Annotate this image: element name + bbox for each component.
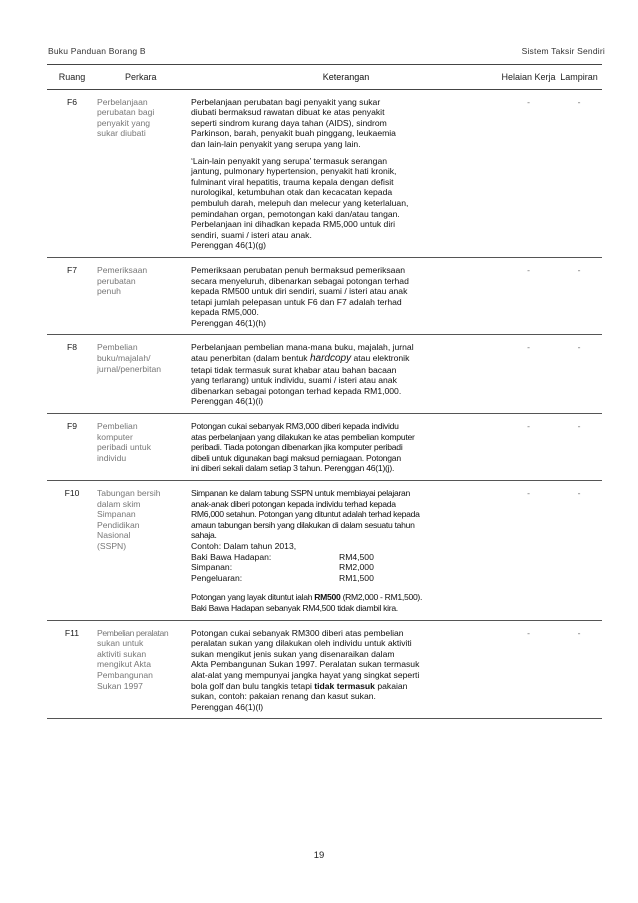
text-line: Baki Bawa Hadapan sebanyak RM4,500 tidak diambil kira. <box>191 602 398 613</box>
text-line: sahaja. <box>191 530 217 541</box>
perkara-text <box>97 258 191 335</box>
example-label: Baki Bawa Hadapan: <box>191 551 272 562</box>
helaian-kerja-value: - <box>527 627 530 638</box>
keterangan-text <box>191 335 501 413</box>
example-heading: Contoh: Dalam tahun 2013, <box>191 540 297 551</box>
perkara-line: (SSPN) <box>97 540 127 551</box>
text-fragment: bola golf dan bulu tangkis tetapi <box>191 680 315 691</box>
ruang-code: F9 <box>66 421 78 432</box>
perkara-line: mengikut Akta <box>97 659 151 670</box>
col-header-perkara: Perkara <box>125 72 157 82</box>
perkara-line: Pendidikan <box>97 519 140 530</box>
text-line: secara menyeluruh, dibenarkan sebagai potongan terhad <box>191 275 409 286</box>
text-line: Perenggan 46(1)(l) <box>191 701 264 712</box>
perkara-line: Pembelian <box>97 421 138 432</box>
text-line: Perbelanjaan pembelian mana-mana buku, majalah, jurnal <box>191 342 414 353</box>
text-line: Perenggan 46(1)(h) <box>191 317 267 328</box>
result-line <box>191 592 501 603</box>
perkara-line: Sukan 1997 <box>97 680 143 691</box>
text-line: nurologikal, ketumbuhan otak dan kecacatan kepada <box>191 187 393 198</box>
text-line: Perbelanjaan ini dihadkan kepada RM5,000 untuk diri <box>191 219 396 230</box>
text-line: Simpanan ke dalam tabung SSPN untuk membiayai pelajaran <box>191 488 411 498</box>
lampiran-value: - <box>577 421 581 432</box>
text-line: Perbelanjaan perubatan bagi penyakit yang sukar <box>191 96 381 107</box>
perkara-line: perubatan bagi <box>97 107 155 118</box>
perkara-text <box>97 90 191 257</box>
text-line: ‘Lain-lain penyakit yang serupa’ termasuk serangan <box>191 155 388 166</box>
deduction-table <box>47 64 602 719</box>
table-row-f9 <box>47 414 602 481</box>
text-line: peralatan sukan yang dilakukan oleh individu untuk aktiviti <box>191 638 412 649</box>
text-line: tetapi tidak termasuk surat khabar atau bahan bacaan <box>191 364 397 375</box>
text-line: pemindahan organ, pemotongan kaki dan/atau tangan. <box>191 208 400 219</box>
example-value: RM1,500 <box>339 572 374 583</box>
perkara-line: Pembangunan <box>97 669 153 680</box>
text-line: Perenggan 46(1)(g) <box>191 240 267 251</box>
perkara-line: penyakit yang <box>97 117 151 128</box>
text-line: Akta Pembangunan Sukan 1997. Peralatan sukan termasuk <box>191 659 420 670</box>
perkara-line: buku/majalah/ <box>97 353 151 364</box>
lampiran-value: - <box>577 342 581 353</box>
text-line: alat-alat yang mempunyai jangka hayat yang singkat seperti <box>191 669 420 680</box>
text-line: amaun tabungan bersih yang dilakukan di dalam sesuatu tahun <box>191 519 415 530</box>
helaian-kerja-value: - <box>527 342 530 353</box>
perkara-line: Tabungan bersih <box>97 488 161 498</box>
perkara-line: komputer <box>97 431 133 442</box>
col-header-keterangan: Keterangan <box>322 72 370 82</box>
text-line: RM6,000 setahun. Potongan yang dituntut adalah terhad kepada <box>191 509 420 520</box>
text-line: sendiri, suami / isteri atau anak. <box>191 229 312 240</box>
example-value: RM2,000 <box>339 562 374 573</box>
text-line: Potongan cukai sebanyak RM3,000 diberi kepada individu <box>191 421 399 432</box>
text-line <box>191 353 501 365</box>
keterangan-text <box>191 258 501 335</box>
perkara-line: peribadi untuk <box>97 442 151 453</box>
text-line: peribadi. Tiada potongan dibenarkan jika komputer peribadi <box>191 442 403 453</box>
example-label: Pengeluaran: <box>191 572 243 583</box>
perkara-line: Pembelian <box>97 342 138 353</box>
text-line: Pemeriksaan perubatan penuh bermaksud pemeriksaan <box>191 264 406 275</box>
page-number: 19 <box>313 850 325 861</box>
hardcopy-italic-term: hardcopy <box>309 353 352 365</box>
text-line: dibeli untuk digunakan bagi maksud perniagaan. Potongan <box>191 452 401 463</box>
col-header-lampiran: Lampiran <box>560 72 598 82</box>
example-row <box>191 552 501 563</box>
lampiran-value: - <box>577 96 581 107</box>
text-line: Potongan cukai sebanyak RM300 diberi atas pembelian <box>191 627 404 638</box>
text-line: dibenarkan sebagai potongan terhad kepada RM1,000. <box>191 385 402 396</box>
text-line: tetapi jumlah pelepasan untuk F6 dan F7 adalah terhad <box>191 296 402 307</box>
text-line: yang terlarang) untuk individu, suami / isteri atau anak <box>191 375 397 386</box>
perkara-line: sukan untuk <box>97 638 144 649</box>
helaian-kerja-value: - <box>527 421 530 432</box>
example-row <box>191 562 501 573</box>
text-line: pembuluh darah, melepuh dan melecur yang keterlaluan, <box>191 197 409 208</box>
perkara-line: sukar diubati <box>97 128 146 139</box>
keterangan-text <box>191 621 501 719</box>
perkara-line: Simpanan <box>97 509 136 520</box>
lampiran-value: - <box>577 627 581 638</box>
text-line: diubati bermaksud rawatan dibuat ke atas penyakit <box>191 107 385 118</box>
ruang-code: F8 <box>66 342 78 353</box>
perkara-line: Pembelian peralatan <box>97 627 169 638</box>
col-header-ruang: Ruang <box>58 72 86 82</box>
table-row-f11 <box>47 621 602 720</box>
perkara-line: Perbelanjaan <box>97 96 148 107</box>
text-line: Perenggan 46(1)(i) <box>191 396 264 407</box>
exclusion-bold: tidak termasuk <box>314 680 375 691</box>
text-line: sukan, contoh: pakaian renang dan kasut sukan. <box>191 691 376 702</box>
text-fragment: Potongan yang layak dituntut ialah <box>191 592 315 603</box>
text-line: ini diberi sekali dalam setiap 3 tahun. Perenggan 46(1)(j). <box>191 463 395 474</box>
text-fragment: pakaian <box>374 680 408 691</box>
helaian-kerja-value: - <box>527 488 530 498</box>
helaian-kerja-value: - <box>527 264 530 275</box>
ruang-code: F10 <box>64 488 80 498</box>
lampiran-value: - <box>577 264 581 275</box>
perkara-text <box>97 621 191 719</box>
text-line: seperti sindrom kurang daya tahan (AIDS), sindrom <box>191 117 387 128</box>
example-row <box>191 573 501 584</box>
ruang-code: F11 <box>64 627 80 638</box>
header-title-right: Sistem Taksir Sendiri <box>521 46 605 56</box>
text-line: kepada RM500 untuk diri sendiri, suami / isteri atau anak <box>191 286 408 297</box>
perkara-line: penuh <box>97 286 121 297</box>
perkara-line: individu <box>97 452 127 463</box>
text-line: atas perbelanjaan yang dilakukan ke atas pembelian komputer <box>191 431 415 442</box>
text-line: sukan mengikut jenis sukan yang disenaraikan dalam <box>191 648 395 659</box>
keterangan-text <box>191 481 501 620</box>
text-fragment: atau elektronik <box>351 353 410 364</box>
perkara-line: aktiviti sukan <box>97 648 147 659</box>
col-header-helaian-kerja: Helaian Kerja <box>501 72 556 82</box>
result-amount-bold: RM500 <box>314 592 341 603</box>
text-fragment: (RM2,000 - RM1,500). <box>340 592 423 603</box>
perkara-line: Nasional <box>97 530 131 541</box>
perkara-line: jurnal/penerbitan <box>97 363 162 374</box>
perkara-text <box>97 335 191 413</box>
header-title-left: Buku Panduan Borang B <box>48 46 146 56</box>
text-line: jantung, pulmonary hypertension, penyakit hati kronik, <box>191 166 397 177</box>
text-fragment: atau penerbitan (dalam bentuk <box>191 353 310 364</box>
table-row-f7 <box>47 258 602 336</box>
ruang-code: F6 <box>66 96 78 107</box>
keterangan-text <box>191 414 501 480</box>
table-row-f6 <box>47 90 602 258</box>
perkara-line: perubatan <box>97 275 136 286</box>
example-label: Simpanan: <box>191 562 233 573</box>
perkara-line: Pemeriksaan <box>97 264 148 275</box>
helaian-kerja-value: - <box>527 96 530 107</box>
example-value: RM4,500 <box>339 551 374 562</box>
keterangan-text <box>191 90 501 257</box>
lampiran-value: - <box>577 488 581 498</box>
text-line: dan lain-lain penyakit yang serupa yang lain. <box>191 138 361 149</box>
perkara-text <box>97 481 191 620</box>
table-row-f10 <box>47 481 602 621</box>
table-header-row <box>47 65 602 90</box>
text-line: kepada RM5,000. <box>191 307 259 318</box>
text-line <box>191 681 501 692</box>
perkara-line: dalam skim <box>97 498 141 509</box>
perkara-text <box>97 414 191 480</box>
ruang-code: F7 <box>66 264 78 275</box>
text-line: fulminant viral hepatitis, trauma kepala dengan defisit <box>191 176 394 187</box>
text-line: Parkinson, barah, penyakit buah pinggang, leukaemia <box>191 128 396 139</box>
text-line: anak-anak diberi potongan kepada individu terhad kepada <box>191 498 396 509</box>
table-row-f8 <box>47 335 602 414</box>
